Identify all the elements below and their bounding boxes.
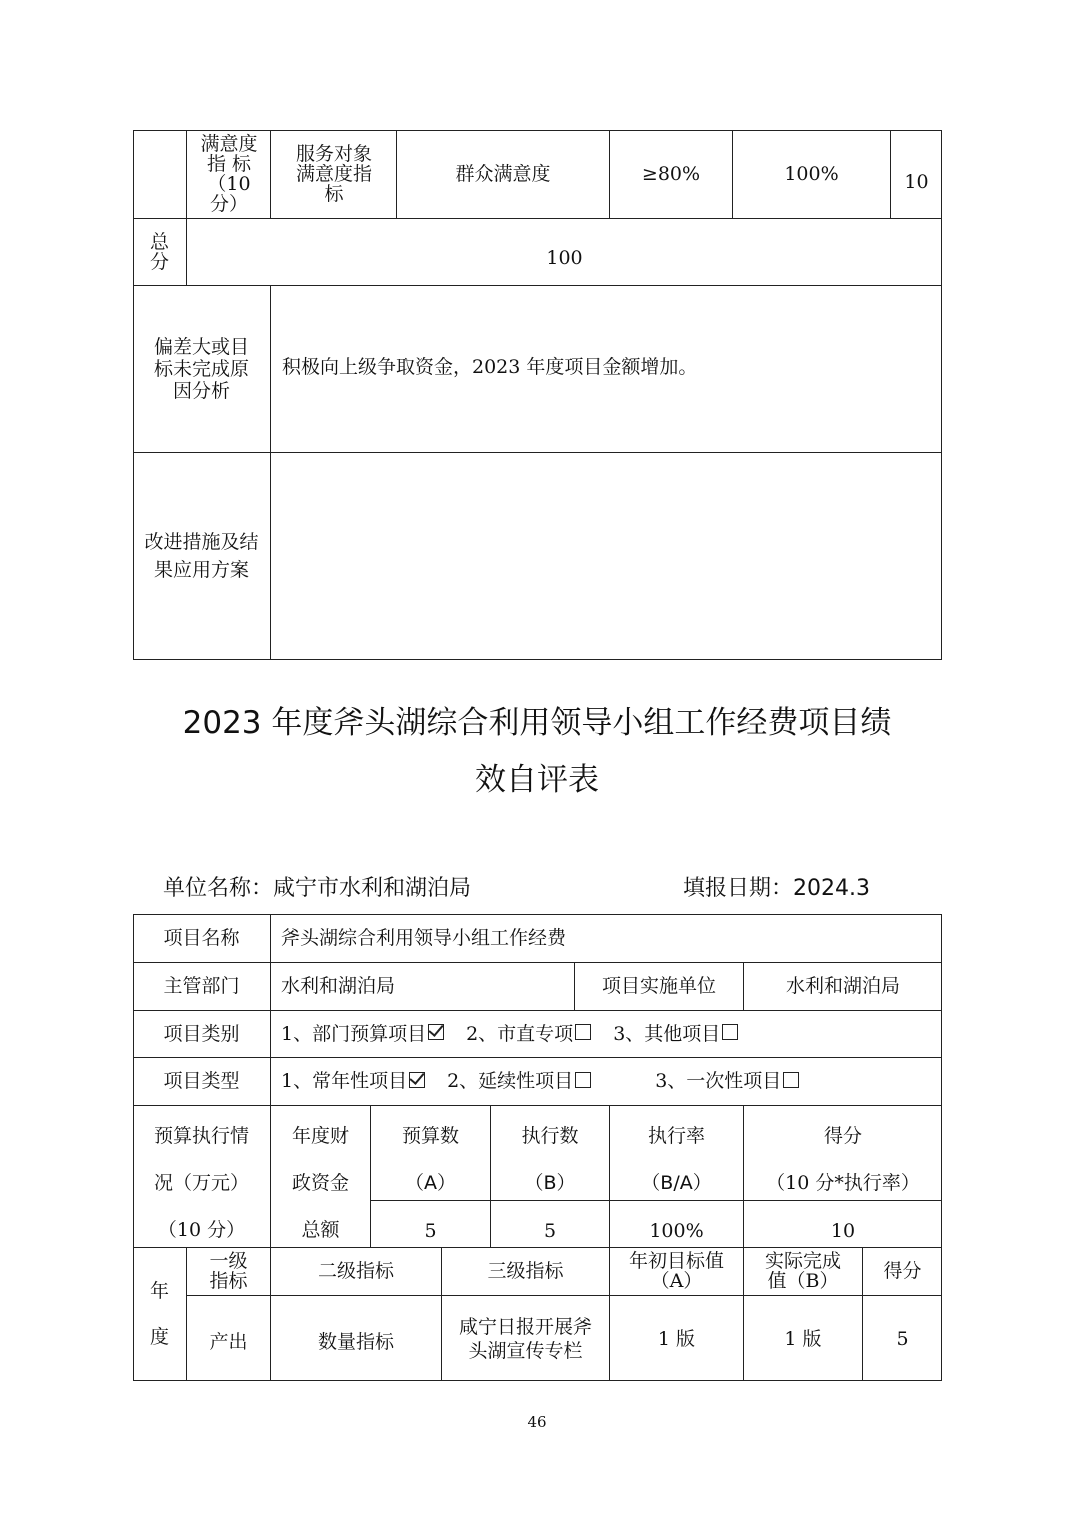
fill-date: 填报日期：2024.3 xyxy=(683,876,870,901)
indicator-level2-header: 二级指标 xyxy=(317,1260,394,1282)
indicator-level1-header: 一级指标 xyxy=(209,1250,248,1292)
satisfaction-level3-label: 群众满意度 xyxy=(455,163,551,185)
budget-exec-label-line2: 况（万元） xyxy=(153,1172,249,1194)
indicator-level3-header: 三级指标 xyxy=(487,1260,564,1282)
improvement-plan-label: 改进措施及结果应用方案 xyxy=(144,531,259,581)
budget-exec-label-line3: （10 分） xyxy=(157,1219,246,1241)
project-name-value: 斧头湖综合利用领导小组工作经费 xyxy=(281,927,567,949)
deviation-analysis-label: 偏差大或目标未完成原因分析 xyxy=(153,335,249,402)
checked-box-icon[interactable] xyxy=(428,1024,444,1040)
value-budget: 5 xyxy=(424,1220,437,1242)
unit-name: 单位名称：咸宁市水利和湖泊局 xyxy=(163,876,472,901)
target-value: 1 版 xyxy=(657,1327,696,1350)
project-name-label: 项目名称 xyxy=(163,927,240,949)
type-option-one-time: 3、一次性项目 xyxy=(655,1070,782,1092)
target-value-header: 年初目标值（A） xyxy=(628,1250,724,1292)
total-score-label: 总分 xyxy=(149,230,169,273)
year-label: 年度 xyxy=(149,1280,169,1348)
header-budget-sub: （A） xyxy=(405,1172,456,1194)
checkbox-icon[interactable] xyxy=(783,1072,799,1088)
annual-funds-label-line1: 年度财 xyxy=(291,1125,349,1147)
project-category-options xyxy=(271,1010,942,1057)
page-number: 46 xyxy=(527,1413,547,1431)
indicator-score: 5 xyxy=(896,1327,909,1350)
header-score-sub: （10 分*执行率） xyxy=(766,1172,920,1194)
checkbox-icon[interactable] xyxy=(575,1072,591,1088)
project-type-label: 项目类型 xyxy=(163,1070,240,1092)
annual-funds-label-line3: 总额 xyxy=(301,1219,340,1241)
indicator-description: 咸宁日报开展斧头湖宣传专栏 xyxy=(458,1315,592,1362)
actual-value-header: 实际完成值（B） xyxy=(764,1250,841,1292)
satisfaction-score: 10 xyxy=(904,171,929,193)
budget-exec-label-line1: 预算执行情 xyxy=(153,1125,249,1147)
actual-value: 1 版 xyxy=(784,1327,822,1350)
value-executed: 5 xyxy=(543,1220,557,1242)
value-exec-rate: 100% xyxy=(649,1220,704,1242)
satisfaction-level1-label: 满意度指 标（10分） xyxy=(200,133,258,215)
header-executed: 执行数 xyxy=(521,1125,579,1147)
implementing-unit-label: 项目实施单位 xyxy=(601,975,716,997)
header-exec-rate-sub: （B/A） xyxy=(641,1172,712,1194)
form-title-line1: 2023 年度斧头湖综合利用领导小组工作经费项目绩 xyxy=(182,705,892,741)
form-title-line2: 效自评表 xyxy=(475,762,599,798)
project-category-label: 项目类别 xyxy=(163,1022,240,1045)
deviation-analysis-text: 积极向上级争取资金，2023 年度项目金额增加。 xyxy=(282,355,698,378)
category-option-city-special: 2、市直专项 xyxy=(466,1022,574,1045)
checkbox-icon[interactable] xyxy=(722,1024,738,1040)
department-value: 水利和湖泊局 xyxy=(281,975,396,997)
implementing-unit-value: 水利和湖泊局 xyxy=(785,975,900,997)
header-exec-rate: 执行率 xyxy=(647,1125,705,1147)
header-score: 得分 xyxy=(823,1125,862,1147)
project-type-options xyxy=(271,1057,942,1105)
category-option-other: 3、其他项目 xyxy=(613,1022,721,1045)
header-executed-sub: （B） xyxy=(524,1172,576,1194)
improvement-plan-text xyxy=(272,452,942,660)
checked-box-icon[interactable] xyxy=(409,1072,425,1088)
satisfaction-level2-label: 服务对象满意度指标 xyxy=(295,143,372,205)
department-label: 主管部门 xyxy=(163,975,240,997)
satisfaction-target: ≥80% xyxy=(641,163,701,185)
category-option-dept-budget: 1、部门预算项目 xyxy=(281,1022,427,1045)
output-label: 产出 xyxy=(209,1331,248,1353)
total-score-value: 100 xyxy=(546,247,583,269)
checkbox-icon[interactable] xyxy=(575,1024,591,1040)
value-score: 10 xyxy=(830,1220,856,1242)
type-option-recurring: 1、常年性项目 xyxy=(281,1070,408,1092)
indicator-score-header: 得分 xyxy=(883,1260,922,1282)
satisfaction-actual: 100% xyxy=(784,163,839,185)
quantity-indicator-label: 数量指标 xyxy=(317,1331,394,1353)
type-option-continuing: 2、延续性项目 xyxy=(447,1070,574,1092)
header-budget: 预算数 xyxy=(401,1125,459,1147)
annual-funds-label-line2: 政资金 xyxy=(291,1172,349,1194)
